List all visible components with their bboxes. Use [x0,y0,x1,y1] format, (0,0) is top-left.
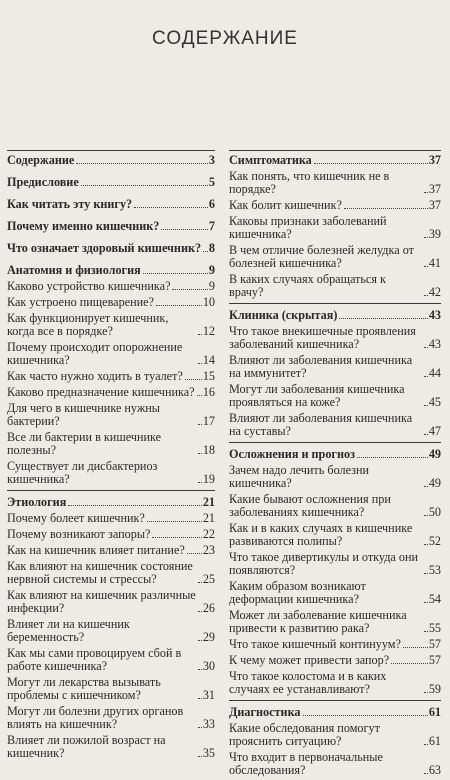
toc-entry[interactable] [229,309,441,322]
dot-leader [424,266,428,267]
toc-entry[interactable] [7,296,215,309]
toc-entry-title: Какие обследования помогут прояснить ситуацию? [229,721,380,748]
toc-entry-page: 63 [428,763,441,777]
dot-leader [339,318,427,319]
toc-entry-title: Какие бывают осложнения при заболеваниях кишечника? [229,492,391,519]
toc-entry[interactable] [229,706,441,719]
toc-entry-title: Как болит кишечник? [229,198,342,212]
toc-entry-page: 39 [428,227,441,241]
toc-entry-title: Что такое колостома и в каких случаях ее устанавливают? [229,669,387,696]
dot-leader [198,363,202,364]
dot-leader [198,582,202,583]
toc-entry-page: 37 [428,153,441,167]
dot-leader [424,295,428,296]
dot-leader [403,647,428,648]
toc-entry[interactable] [229,493,441,519]
toc-entry-page: 53 [428,563,441,577]
toc-left-column [7,154,215,763]
toc-entry-page: 15 [202,369,215,383]
toc-entry[interactable] [229,464,441,490]
dot-leader [344,208,428,209]
toc-entry-page: 19 [202,472,215,486]
toc-entry-page: 23 [202,543,215,557]
toc-entry[interactable] [229,354,441,380]
toc-entry-title: Почему именно кишечник? [7,219,160,233]
toc-entry-page: 57 [428,637,441,651]
toc-entry-title: Как мы сами провоцируем сбой в работе кишечника? [7,646,182,673]
toc-entry[interactable] [229,383,441,409]
toc-entry-title: Содержание [7,153,75,167]
dot-leader [161,229,208,230]
toc-entry-title: Как устроено пищеварение? [7,295,154,309]
dot-leader [203,251,208,252]
toc-entry-title: Все ли бактерии в кишечнике полезны? [7,430,162,457]
toc-entry-page: 43 [428,308,441,322]
toc-entry[interactable] [229,215,441,241]
toc-entry-title: Каким образом возникают деформации кишечника? [229,579,366,606]
toc-entry[interactable] [229,751,441,777]
toc-entry-title: Для чего в кишечнике нужны бактерии? [7,401,160,428]
toc-entry-title: Могут ли заболевания кишечника проявляться на коже? [229,382,405,409]
toc-entry-page: 26 [202,601,215,615]
dot-leader [424,486,428,487]
dot-leader [76,163,208,164]
dot-leader [185,379,202,380]
dot-leader [314,163,428,164]
dot-leader [68,505,202,506]
dot-leader [424,692,428,693]
toc-entry-title: Что означает здоровый кишечник? [7,241,202,255]
dot-leader [187,553,202,554]
toc-entry-title: Влияют ли заболевания кишечника на суставы? [229,411,413,438]
toc-entry-title: Этиология [7,495,67,509]
dot-leader [424,744,428,745]
toc-entry-page: 47 [428,424,441,438]
toc-entry-title: Каково устройство кишечника? [7,279,171,293]
toc-entry-page: 61 [428,734,441,748]
toc-entry-title: Как на кишечник влияет питание? [7,543,185,557]
toc-entry-page: 14 [202,353,215,367]
dot-leader [198,698,202,699]
toc-entry-title: Влияют ли заболевания кишечника на иммунитет? [229,353,413,380]
toc-entry-page: 59 [428,682,441,696]
dot-leader [198,640,202,641]
toc-entry-title: Влияет ли на кишечник беременность? [7,617,130,644]
toc-entry-title: Каковы признаки заболеваний кишечника? [229,214,387,241]
toc-entry-title: Симптоматика [229,153,312,167]
toc-entry[interactable] [7,618,215,644]
toc-entry-page: 61 [428,705,441,719]
dot-leader [424,515,428,516]
toc-entry-page: 49 [428,447,441,461]
toc-right-column [229,154,441,780]
toc-entry-page: 12 [202,324,215,338]
toc-entry-page: 35 [202,746,215,760]
dot-leader [198,756,202,757]
toc-entry[interactable] [229,522,441,548]
dot-leader [134,207,208,208]
toc-entry[interactable] [7,431,215,457]
toc-entry[interactable] [7,370,215,383]
toc-entry-title: В каких случаях обращаться к врачу? [229,272,386,299]
toc-entry-page: 9 [208,263,215,277]
toc-entry[interactable] [229,722,441,748]
toc-entry-page: 6 [208,197,215,211]
dot-leader [198,424,202,425]
dot-leader [152,537,201,538]
dot-leader [198,669,202,670]
toc-entry-page: 44 [428,366,441,380]
toc-entry-title: Как читать эту книгу? [7,197,133,211]
dot-leader [156,305,202,306]
toc-entry-title: К чему может привести запор? [229,653,390,667]
toc-entry[interactable] [7,280,215,293]
left-column-rule [7,150,215,151]
toc-entry-page: 37 [428,198,441,212]
dot-leader [198,482,202,483]
toc-entry-title: Как и в каких случаях в кишечнике развиваются полипы? [229,521,413,548]
toc-entry[interactable] [229,325,441,351]
toc-entry[interactable] [7,705,215,731]
toc-entry-title: Могут ли болезни других органов влиять на кишечник? [7,704,184,731]
toc-entry-title: Что такое внекишечные проявления заболеваний кишечника? [229,324,416,351]
toc-entry[interactable] [229,580,441,606]
section-divider [229,700,441,701]
toc-entry[interactable] [7,676,215,702]
dot-leader [198,453,202,454]
toc-entry-page: 41 [428,256,441,270]
toc-entry[interactable] [229,670,441,696]
toc-entry-title: Почему возникают запоры? [7,527,151,541]
toc-entry-title: Что такое кишечный континуум? [229,637,401,651]
dot-leader [198,611,202,612]
toc-entry-title: Осложнения и прогноз [229,447,355,461]
toc-entry-page: 3 [208,153,215,167]
dot-leader [198,334,202,335]
toc-entry-page: 45 [428,395,441,409]
dot-leader [424,602,428,603]
dot-leader [197,395,202,396]
toc-entry-title: Зачем надо лечить болезни кишечника? [229,463,370,490]
toc-entry-title: Может ли заболевание кишечника привести к развитию рака? [229,608,407,635]
dot-leader [424,237,428,238]
toc-entry[interactable] [7,544,215,557]
toc-entry-title: Каково предназначение кишечника? [7,385,195,399]
toc-entry[interactable] [7,734,215,760]
toc-entry[interactable] [229,273,441,299]
toc-entry[interactable] [7,264,215,277]
toc-entry[interactable] [229,638,441,651]
toc-entry-title: Диагностика [229,705,301,719]
toc-entry-title: Как понять, что кишечник не в порядке? [229,169,390,196]
toc-entry[interactable] [229,412,441,438]
toc-entry[interactable] [7,496,215,509]
toc-entry-title: Как часто нужно ходить в туалет? [7,369,183,383]
toc-entry[interactable] [7,341,215,367]
toc-entry-page: 57 [428,653,441,667]
dot-leader [357,457,428,458]
toc-entry-page: 43 [428,337,441,351]
toc-entry-page: 18 [202,443,215,457]
dot-leader [198,727,202,728]
toc-entry-page: 42 [428,285,441,299]
toc-entry-page: 21 [202,511,215,525]
toc-entry-page: 29 [202,630,215,644]
toc-entry[interactable] [7,198,215,211]
toc-entry-title: Существует ли дисбактериоз кишечника? [7,459,158,486]
toc-entry-page: 17 [202,414,215,428]
dot-leader [172,289,207,290]
toc-entry[interactable] [229,199,441,212]
toc-entry-page: 31 [202,688,215,702]
dot-leader [303,715,428,716]
toc-entry-title: В чем отличие болезней желудка от болезней кишечника? [229,243,414,270]
toc-entry[interactable] [7,512,215,525]
dot-leader [424,773,428,774]
dot-leader [391,663,428,664]
toc-entry-title: Почему происходит опорожнение кишечника? [7,340,183,367]
toc-entry-title: Могут ли лекарства вызывать проблемы с кишечником? [7,675,161,702]
toc-entry-title: Анатомия и физиология [7,263,141,277]
toc-entry[interactable] [7,242,215,255]
dot-leader [424,631,428,632]
toc-entry-title: Как функционирует кишечник, когда все в порядке? [7,311,169,338]
toc-entry[interactable] [7,460,215,486]
dot-leader [424,434,428,435]
toc-entry[interactable] [7,528,215,541]
toc-entry[interactable] [7,647,215,673]
section-divider [7,490,215,491]
toc-entry-title: Что входит в первоначальные обследования? [229,750,383,777]
toc-entry-page: 21 [202,495,215,509]
toc-entry-page: 37 [428,182,441,196]
toc-entry-page: 9 [208,279,215,293]
toc-entry-page: 54 [428,592,441,606]
toc-entry-title: Что такое дивертикулы и откуда они появляются? [229,550,419,577]
dot-leader [147,521,202,522]
toc-entry[interactable] [7,589,215,615]
toc-entry-page: 52 [428,534,441,548]
toc-entry-page: 16 [202,385,215,399]
toc-entry-title: Предисловие [7,175,79,189]
section-divider [229,303,441,304]
dot-leader [424,376,428,377]
toc-entry[interactable] [7,386,215,399]
dot-leader [424,573,428,574]
toc-entry-title: Почему болеет кишечник? [7,511,145,525]
toc-entry[interactable] [7,176,215,189]
page-title: СОДЕРЖАНИЕ [152,28,298,49]
toc-entry-page: 25 [202,572,215,586]
dot-leader [81,185,208,186]
toc-entry[interactable] [229,448,441,461]
dot-leader [424,544,428,545]
dot-leader [143,273,208,274]
toc-entry[interactable] [7,560,215,586]
toc-entry-title: Влияет ли пожилой возраст на кишечник? [7,733,166,760]
toc-entry[interactable] [7,402,215,428]
toc-entry[interactable] [229,654,441,667]
toc-entry[interactable] [7,220,215,233]
toc-entry-page: 5 [208,175,215,189]
dot-leader [424,347,428,348]
toc-entry-page: 33 [202,717,215,731]
toc-entry-page: 22 [202,527,215,541]
toc-entry-page: 8 [208,241,215,255]
toc-entry[interactable] [229,551,441,577]
toc-entry-title: Как влияют на кишечник различные инфекции? [7,588,196,615]
toc-entry-page: 55 [428,621,441,635]
toc-entry[interactable] [229,170,441,196]
dot-leader [424,192,428,193]
toc-entry-page: 49 [428,476,441,490]
toc-entry[interactable] [7,312,215,338]
toc-entry[interactable] [7,154,215,167]
toc-entry-page: 50 [428,505,441,519]
toc-entry-title: Как влияют на кишечник состояние нервной системы и стрессы? [7,559,193,586]
section-divider [229,442,441,443]
toc-entry-title: Клиника (скрытая) [229,308,338,322]
toc-entry-page: 30 [202,659,215,673]
toc-entry[interactable] [229,609,441,635]
toc-entry[interactable] [229,154,441,167]
toc-entry[interactable] [229,244,441,270]
toc-entry-page: 7 [208,219,215,233]
right-column-rule [229,150,441,151]
dot-leader [424,405,428,406]
toc-entry-page: 10 [202,295,215,309]
